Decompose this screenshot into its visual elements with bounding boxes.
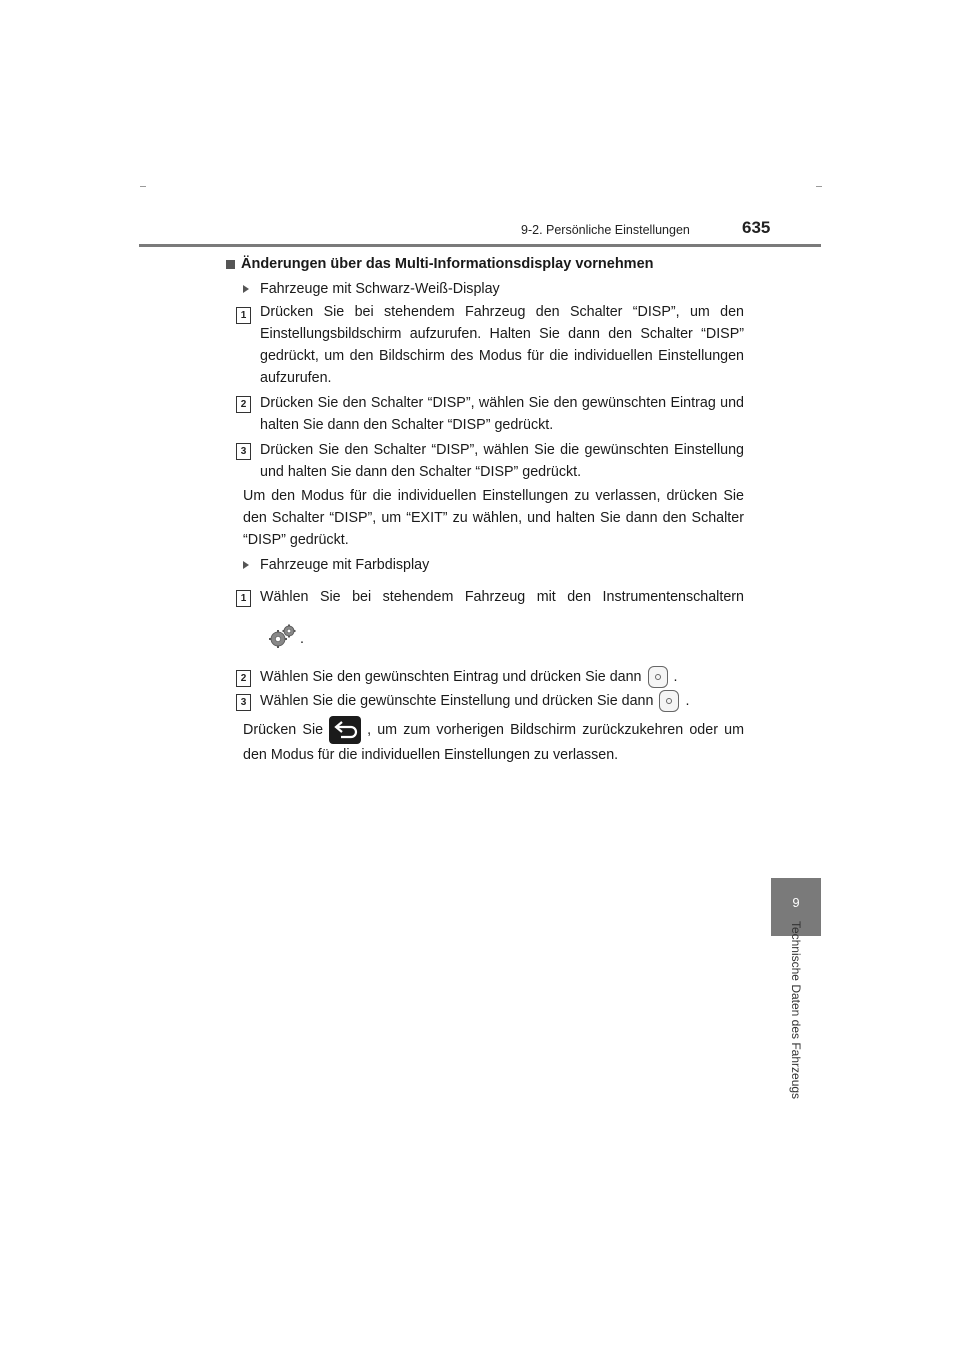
chapter-tab-label: Technische Daten des Fahrzeugs bbox=[789, 920, 803, 1100]
step-text: Wählen Sie die gewünschte Einstellung und drücken Sie dann bbox=[260, 693, 654, 709]
crop-mark-right bbox=[816, 186, 822, 187]
subheading-bw bbox=[243, 278, 500, 300]
back-note bbox=[243, 716, 744, 766]
subheading-bw-text: Fahrzeuge mit Schwarz-Weiß-Display bbox=[260, 281, 500, 297]
chapter-tab-number: 9 bbox=[792, 895, 800, 910]
step-text: Wählen Sie bei stehendem Fahrzeug mit den Instrumentenschaltern bbox=[260, 589, 744, 605]
header-section-title: 9-2. Persönliche Einstellungen bbox=[521, 223, 690, 237]
page-number: 635 bbox=[742, 218, 771, 237]
square-bullet-icon bbox=[226, 260, 235, 269]
triangle-bullet-icon bbox=[243, 561, 249, 569]
step-line bbox=[260, 690, 689, 712]
step-number-badge: 2 bbox=[236, 396, 251, 413]
step-period: . bbox=[685, 693, 690, 709]
step-number-badge: 1 bbox=[236, 590, 251, 607]
step-text: Drücken Sie den Schalter “DISP”, wählen Sie die gewünschten Einstellung und halten Sie dann den Schalter “DISP” gedrückt. bbox=[260, 442, 744, 480]
back-note-pre: Drücken Sie bbox=[243, 721, 324, 738]
step-text: Drücken Sie den Schalter “DISP”, wählen Sie den gewünschten Eintrag und halten Sie dann den Schalter “DISP” gedrückt. bbox=[260, 395, 744, 433]
ok-button-icon bbox=[659, 690, 679, 712]
gear-icon bbox=[266, 622, 298, 657]
back-note-post: , um zum vorherigen Bildschirm zurückzukehren oder um den Modus für die individuellen Einstellungen zu verlassen. bbox=[243, 721, 744, 763]
step-number-badge: 3 bbox=[236, 443, 251, 460]
header-rule bbox=[139, 244, 821, 247]
ok-button-icon bbox=[648, 666, 668, 688]
step-line bbox=[260, 666, 678, 688]
step1-period: . bbox=[300, 631, 304, 647]
step-number-badge: 1 bbox=[236, 307, 251, 324]
step-number-badge: 3 bbox=[236, 694, 251, 711]
exit-note: Um den Modus für die individuellen Einstellungen zu verlassen, drücken Sie den Schalter “DISP”, um “EXIT” zu wählen, und halten Sie dann den Schalter “DISP” gedrückt. bbox=[243, 488, 744, 548]
step-text: Drücken Sie bei stehendem Fahrzeug den Schalter “DISP”, um den Einstellungsbildschirm aufzurufen. Halten Sie dann den Schalter “DISP” gedrückt, um den Bildschirm des Modus für die individuellen Einstellungen aufzurufen. bbox=[260, 304, 744, 386]
triangle-bullet-icon bbox=[243, 285, 249, 293]
step-period: . bbox=[673, 669, 678, 685]
crop-mark-left bbox=[140, 186, 146, 187]
subheading-color-text: Fahrzeuge mit Farbdisplay bbox=[260, 557, 430, 573]
step-text: Wählen Sie den gewünschten Eintrag und drücken Sie dann bbox=[260, 669, 642, 685]
back-arrow-icon bbox=[329, 716, 361, 744]
subheading-color bbox=[243, 554, 429, 576]
step-number-badge: 2 bbox=[236, 670, 251, 687]
section-title bbox=[226, 253, 654, 275]
section-title-text: Änderungen über das Multi-Informationsdisplay vornehmen bbox=[241, 256, 654, 272]
